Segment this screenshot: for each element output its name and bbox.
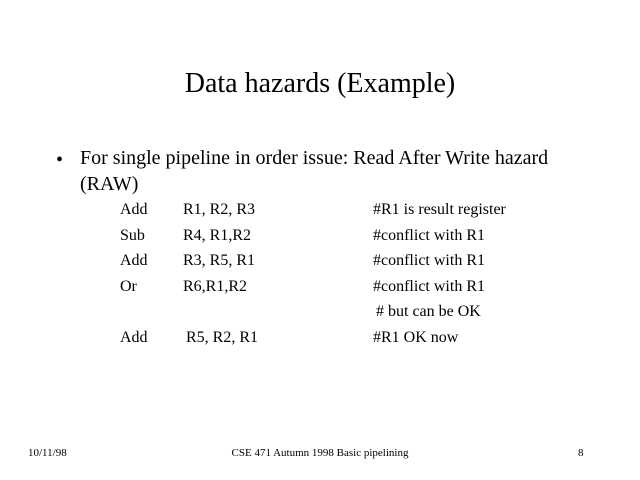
footer-page-number: 8 (578, 447, 584, 459)
code-comment: #conflict with R1 (373, 252, 485, 269)
code-comment: # but can be OK (376, 303, 481, 320)
code-row (0, 326, 640, 350)
code-comment: #R1 is result register (373, 201, 506, 218)
code-comment: #R1 OK now (373, 329, 459, 346)
bullet-line-1: For single pipeline in order issue: Read After Write hazard (80, 147, 549, 169)
footer-date: 10/11/98 (28, 447, 67, 459)
code-opcode: Or (120, 278, 137, 295)
code-opcode: Add (120, 252, 148, 269)
code-comment: #conflict with R1 (373, 227, 485, 244)
bullet-marker: • (56, 149, 64, 171)
code-row (0, 224, 640, 248)
code-row (0, 275, 640, 299)
slide-title: Data hazards (Example) (184, 68, 456, 99)
code-operands: R1, R2, R3 (183, 201, 256, 218)
code-operands: R3, R5, R1 (183, 252, 256, 269)
code-operands: R4, R1,R2 (183, 227, 252, 244)
bullet-line-2: (RAW) (80, 173, 139, 195)
code-opcode: Sub (120, 227, 145, 244)
code-row (0, 249, 640, 273)
code-row (0, 300, 640, 324)
code-row (0, 198, 640, 222)
code-operands: R6,R1,R2 (183, 278, 248, 295)
code-opcode: Add (120, 201, 148, 218)
code-operands: R5, R2, R1 (186, 329, 259, 346)
bullet-text (80, 145, 600, 197)
code-comment: #conflict with R1 (373, 278, 485, 295)
code-opcode: Add (120, 329, 148, 346)
footer-course: CSE 471 Autumn 1998 Basic pipelining (231, 447, 409, 459)
